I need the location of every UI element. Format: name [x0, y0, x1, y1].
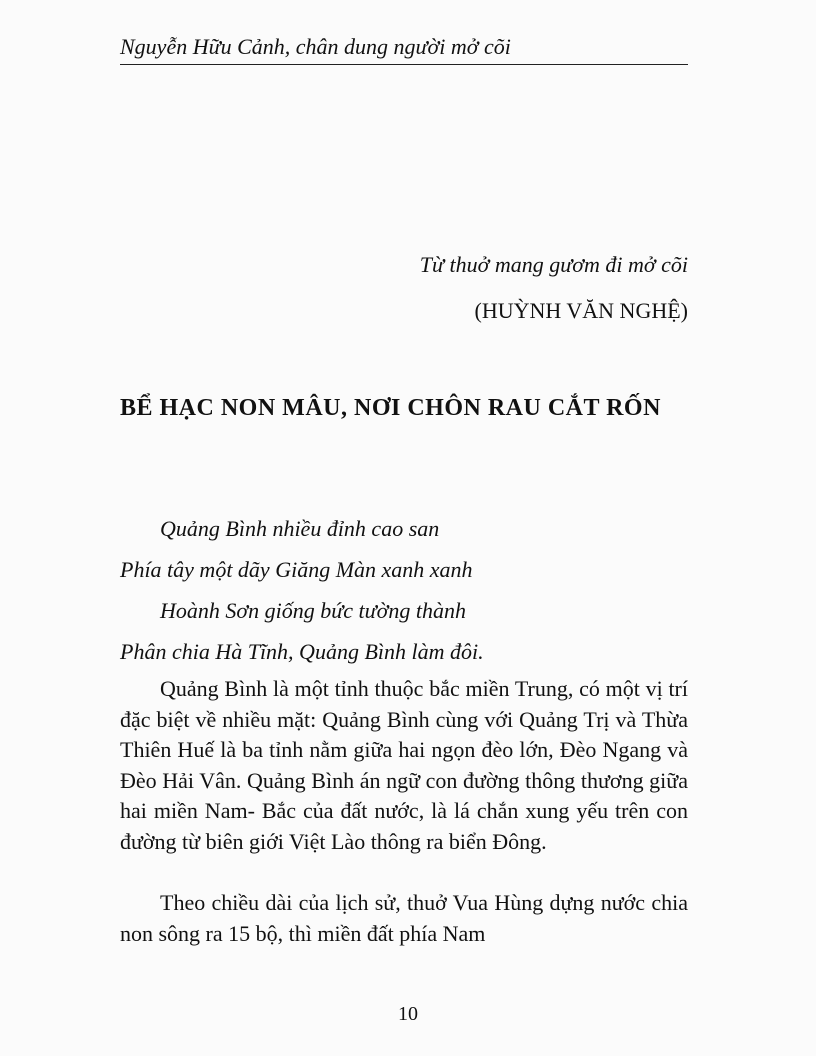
epigraph-line: Từ thuở mang gươm đi mở cõi	[419, 252, 688, 277]
page-number: 10	[398, 1003, 418, 1025]
poem-line: Phân chia Hà Tĩnh, Quảng Bình làm đôi.	[120, 639, 484, 664]
poem-line: Phía tây một dãy Giăng Màn xanh xanh	[120, 557, 473, 582]
running-header: Nguyễn Hữu Cảnh, chân dung người mở cõi	[120, 33, 688, 65]
epigraph-author: (HUỲNH VĂN NGHỆ)	[474, 298, 688, 323]
poem-line: Hoành Sơn giống bức tường thành	[160, 598, 466, 623]
body-paragraph: Theo chiều dài của lịch sử, thuở Vua Hùng dựng nước chia non sông ra 15 bộ, thì miền đất phía Nam	[120, 890, 688, 946]
chapter-title: BỂ HẠC NON MÂU, NƠI CHÔN RAU CẮT RỐN	[120, 395, 661, 421]
poem-line: Quảng Bình nhiều đỉnh cao san	[160, 516, 440, 541]
body-paragraph: Quảng Bình là một tỉnh thuộc bắc miền Trung, có một vị trí đặc biệt về nhiều mặt: Quảng Bình cùng với Quảng Trị và Thừa Thiên Huế là ba tỉnh nằm giữa hai ngọn đèo lớn, Đèo Ngang và Đèo Hải Vân. Quảng Bình án ngữ con đường thông thương giữa hai miền Nam- Bắc của đất nước, là lá chắn xung yếu trên con đường từ biên giới Việt Lào thông ra biển Đông.	[120, 676, 688, 854]
poem	[120, 508, 688, 672]
